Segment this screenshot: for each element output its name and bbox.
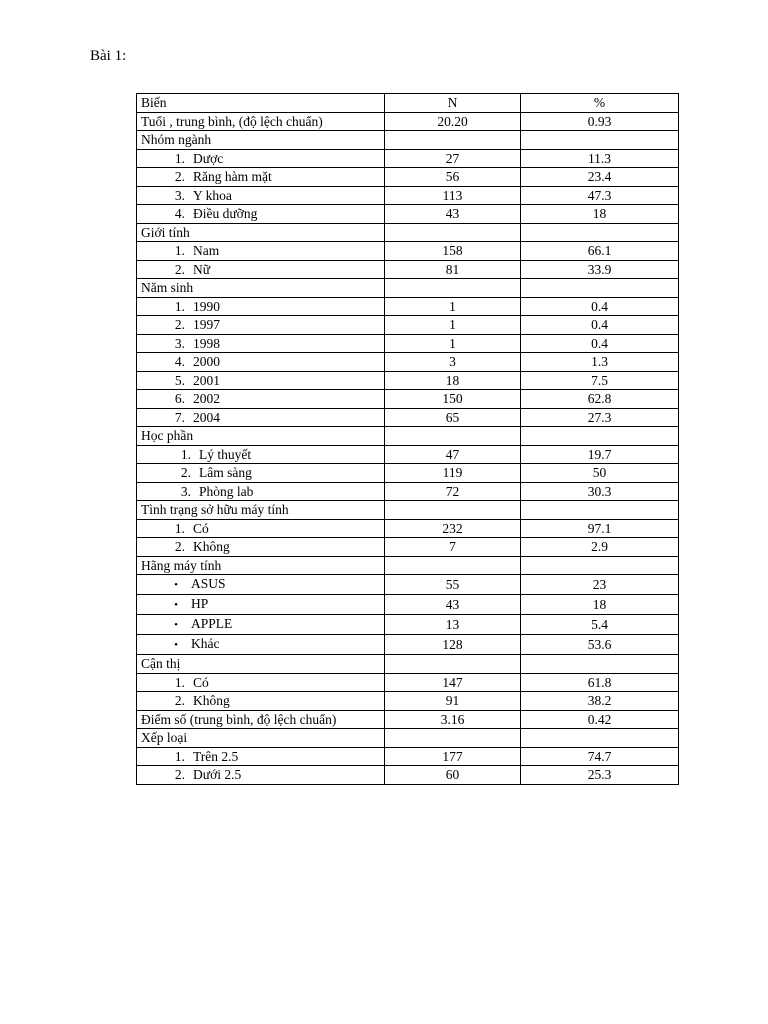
row-label: Phòng lab	[199, 483, 254, 499]
row-variable-cell	[137, 408, 385, 427]
table-row	[137, 390, 679, 409]
row-percent-cell: 11.3	[521, 149, 679, 168]
row-label: Không	[193, 693, 230, 709]
row-variable-cell	[137, 316, 385, 335]
row-percent-cell: 27.3	[521, 408, 679, 427]
group-heading: Giới tính	[141, 224, 190, 240]
row-variable-cell	[137, 747, 385, 766]
list-number: 2.	[174, 169, 185, 185]
row-label: Không	[193, 539, 230, 555]
row-percent-cell: 18	[521, 205, 679, 224]
bullet-marker: •	[174, 619, 178, 631]
row-variable-cell	[137, 501, 385, 520]
row-label: Điều dưỡng	[193, 206, 258, 222]
row-variable-cell	[137, 297, 385, 316]
table-row	[137, 316, 679, 335]
row-n-cell: 158	[385, 242, 521, 261]
row-label: HP	[191, 596, 209, 611]
row-variable-cell	[137, 242, 385, 261]
list-number: 1.	[174, 150, 185, 166]
row-n-cell	[385, 655, 521, 674]
row-label: Điểm số (trung bình, độ lệch chuẩn)	[141, 711, 337, 727]
row-variable-cell	[137, 168, 385, 187]
row-percent-cell	[521, 223, 679, 242]
row-percent-cell	[521, 427, 679, 446]
row-variable-cell	[137, 149, 385, 168]
row-n-cell: 56	[385, 168, 521, 187]
table-row	[137, 353, 679, 372]
row-percent-cell: 62.8	[521, 390, 679, 409]
row-n-cell: 7	[385, 538, 521, 557]
list-number: 3.	[180, 483, 191, 499]
row-percent-cell	[521, 501, 679, 520]
row-percent-cell: 0.4	[521, 316, 679, 335]
row-variable-cell	[137, 519, 385, 538]
row-variable-cell	[137, 131, 385, 150]
row-label: Dưới 2.5	[193, 767, 242, 783]
row-n-cell: 3.16	[385, 710, 521, 729]
row-variable-cell	[137, 673, 385, 692]
row-percent-cell: 7.5	[521, 371, 679, 390]
row-n-cell: 113	[385, 186, 521, 205]
row-percent-cell: 0.42	[521, 710, 679, 729]
row-percent-cell: 61.8	[521, 673, 679, 692]
row-n-cell: 150	[385, 390, 521, 409]
table-row	[137, 635, 679, 655]
row-label: 2002	[193, 391, 220, 407]
row-n-cell: 81	[385, 260, 521, 279]
row-n-cell: 55	[385, 575, 521, 595]
table-row	[137, 575, 679, 595]
row-percent-cell: 23	[521, 575, 679, 595]
row-variable-cell	[137, 260, 385, 279]
row-n-cell: 1	[385, 316, 521, 335]
row-variable-cell	[137, 575, 385, 595]
row-variable-cell	[137, 692, 385, 711]
table-row	[137, 131, 679, 150]
list-number: 3.	[174, 335, 185, 351]
row-label: 2004	[193, 409, 220, 425]
row-n-cell	[385, 279, 521, 298]
row-variable-cell	[137, 445, 385, 464]
list-number: 5.	[174, 372, 185, 388]
row-n-cell: 72	[385, 482, 521, 501]
row-label: Dược	[193, 150, 224, 166]
row-percent-cell: 30.3	[521, 482, 679, 501]
table-row	[137, 186, 679, 205]
bullet-marker: •	[174, 579, 178, 591]
list-number: 4.	[174, 206, 185, 222]
row-variable-cell	[137, 538, 385, 557]
statistics-table	[136, 93, 679, 785]
bullet-marker: •	[174, 639, 178, 651]
row-n-cell: 27	[385, 149, 521, 168]
table-row	[137, 279, 679, 298]
table-row	[137, 223, 679, 242]
row-label: APPLE	[191, 616, 233, 631]
table-row	[137, 168, 679, 187]
bullet-marker: •	[174, 599, 178, 611]
row-n-cell: 119	[385, 464, 521, 483]
table-row	[137, 205, 679, 224]
row-variable-cell	[137, 390, 385, 409]
row-n-cell: 128	[385, 635, 521, 655]
row-n-cell: 91	[385, 692, 521, 711]
table-row	[137, 595, 679, 615]
row-label: Tuổi , trung bình, (độ lệch chuẩn)	[141, 113, 323, 129]
row-variable-cell	[137, 427, 385, 446]
row-percent-cell: 66.1	[521, 242, 679, 261]
row-n-cell: 60	[385, 766, 521, 785]
row-percent-cell: 74.7	[521, 747, 679, 766]
table-row	[137, 615, 679, 635]
table-row	[137, 655, 679, 674]
list-number: 1.	[174, 298, 185, 314]
row-label: 1997	[193, 317, 220, 333]
row-percent-cell: 2.9	[521, 538, 679, 557]
list-number: 2.	[174, 693, 185, 709]
row-variable-cell	[137, 205, 385, 224]
row-label: Y khoa	[193, 187, 232, 203]
row-label: Răng hàm mặt	[193, 169, 272, 185]
row-label: 2000	[193, 354, 220, 370]
row-variable-cell	[137, 482, 385, 501]
table-row	[137, 464, 679, 483]
row-percent-cell: 0.4	[521, 297, 679, 316]
group-heading: Cận thị	[141, 656, 181, 672]
row-n-cell: 147	[385, 673, 521, 692]
row-variable-cell	[137, 186, 385, 205]
row-label: Có	[193, 520, 209, 536]
list-number: 2.	[174, 767, 185, 783]
row-label: 2001	[193, 372, 220, 388]
row-n-cell: 177	[385, 747, 521, 766]
table-row	[137, 710, 679, 729]
row-percent-cell: 23.4	[521, 168, 679, 187]
group-heading: Xếp loại	[141, 730, 188, 746]
list-number: 1.	[174, 520, 185, 536]
row-label: Nam	[193, 243, 220, 259]
list-number: 1.	[174, 674, 185, 690]
group-heading: Học phần	[141, 428, 194, 444]
list-number: 2.	[174, 261, 185, 277]
row-percent-cell: 50	[521, 464, 679, 483]
table-row	[137, 371, 679, 390]
row-label: Trên 2.5	[193, 748, 239, 764]
list-number: 6.	[174, 391, 185, 407]
row-label: ASUS	[191, 576, 226, 591]
row-n-cell: 18	[385, 371, 521, 390]
table-row	[137, 766, 679, 785]
row-variable-cell	[137, 635, 385, 655]
document-title: Bài 1:	[90, 48, 127, 64]
row-label: Nữ	[193, 261, 211, 277]
group-heading: Nhóm ngành	[141, 132, 212, 148]
row-label: Lý thuyết	[199, 446, 252, 462]
list-number: 7.	[174, 409, 185, 425]
row-n-cell: 1	[385, 334, 521, 353]
row-n-cell: 1	[385, 297, 521, 316]
row-percent-cell: 19.7	[521, 445, 679, 464]
table-row	[137, 519, 679, 538]
row-n-cell	[385, 556, 521, 575]
row-n-cell: 47	[385, 445, 521, 464]
row-percent-cell	[521, 556, 679, 575]
group-heading: Năm sinh	[141, 280, 194, 296]
row-n-cell: 232	[385, 519, 521, 538]
row-percent-cell: 25.3	[521, 766, 679, 785]
row-percent-cell	[521, 729, 679, 748]
list-number: 1.	[174, 243, 185, 259]
row-label: 1990	[193, 298, 220, 314]
table-row	[137, 445, 679, 464]
row-n-cell: 43	[385, 205, 521, 224]
row-percent-cell: 47.3	[521, 186, 679, 205]
row-variable-cell	[137, 729, 385, 748]
row-n-cell: 65	[385, 408, 521, 427]
row-n-cell: 3	[385, 353, 521, 372]
table-row	[137, 334, 679, 353]
row-percent-cell	[521, 131, 679, 150]
row-label: Khác	[191, 636, 220, 651]
row-variable-cell	[137, 223, 385, 242]
row-variable-cell	[137, 615, 385, 635]
row-percent-cell: 33.9	[521, 260, 679, 279]
table-row	[137, 427, 679, 446]
row-variable-cell	[137, 655, 385, 674]
row-percent-cell: 0.4	[521, 334, 679, 353]
list-number: 2.	[174, 539, 185, 555]
row-n-cell: 43	[385, 595, 521, 615]
row-n-cell	[385, 131, 521, 150]
table-row	[137, 501, 679, 520]
row-percent-cell: 5.4	[521, 615, 679, 635]
row-variable-cell	[137, 353, 385, 372]
table-body	[137, 112, 679, 784]
table-row	[137, 260, 679, 279]
table-row	[137, 538, 679, 557]
row-variable-cell	[137, 766, 385, 785]
row-variable-cell	[137, 556, 385, 575]
group-heading: Tình trạng sở hữu máy tính	[141, 502, 289, 518]
row-label: 1998	[193, 335, 220, 351]
row-percent-cell: 18	[521, 595, 679, 615]
row-n-cell	[385, 223, 521, 242]
list-number: 1.	[180, 446, 191, 462]
row-variable-cell	[137, 595, 385, 615]
row-percent-cell	[521, 279, 679, 298]
row-variable-cell	[137, 334, 385, 353]
row-n-cell: 13	[385, 615, 521, 635]
row-percent-cell	[521, 655, 679, 674]
table-row	[137, 556, 679, 575]
row-variable-cell	[137, 371, 385, 390]
table-row	[137, 482, 679, 501]
row-percent-cell: 1.3	[521, 353, 679, 372]
row-variable-cell	[137, 710, 385, 729]
table-row	[137, 673, 679, 692]
row-variable-cell	[137, 464, 385, 483]
table-row	[137, 408, 679, 427]
table-row	[137, 729, 679, 748]
table-row	[137, 747, 679, 766]
header-n: N	[385, 94, 521, 113]
row-variable-cell	[137, 279, 385, 298]
list-number: 4.	[174, 354, 185, 370]
row-n-cell	[385, 501, 521, 520]
table-header-row	[137, 94, 679, 113]
row-n-cell	[385, 427, 521, 446]
table-row	[137, 297, 679, 316]
row-variable-cell	[137, 112, 385, 131]
list-number: 2.	[174, 317, 185, 333]
row-percent-cell: 0.93	[521, 112, 679, 131]
group-heading: Hãng máy tính	[141, 557, 222, 573]
list-number: 1.	[174, 748, 185, 764]
row-n-cell: 20.20	[385, 112, 521, 131]
row-percent-cell: 53.6	[521, 635, 679, 655]
row-n-cell	[385, 729, 521, 748]
row-percent-cell: 97.1	[521, 519, 679, 538]
table-row	[137, 242, 679, 261]
list-number: 3.	[174, 187, 185, 203]
row-label: Lâm sàng	[199, 465, 252, 481]
header-percent: %	[521, 94, 679, 113]
row-label: Có	[193, 674, 209, 690]
table-row	[137, 112, 679, 131]
header-variable: Biến	[137, 94, 385, 113]
list-number: 2.	[180, 465, 191, 481]
row-percent-cell: 38.2	[521, 692, 679, 711]
table-row	[137, 692, 679, 711]
table-row	[137, 149, 679, 168]
